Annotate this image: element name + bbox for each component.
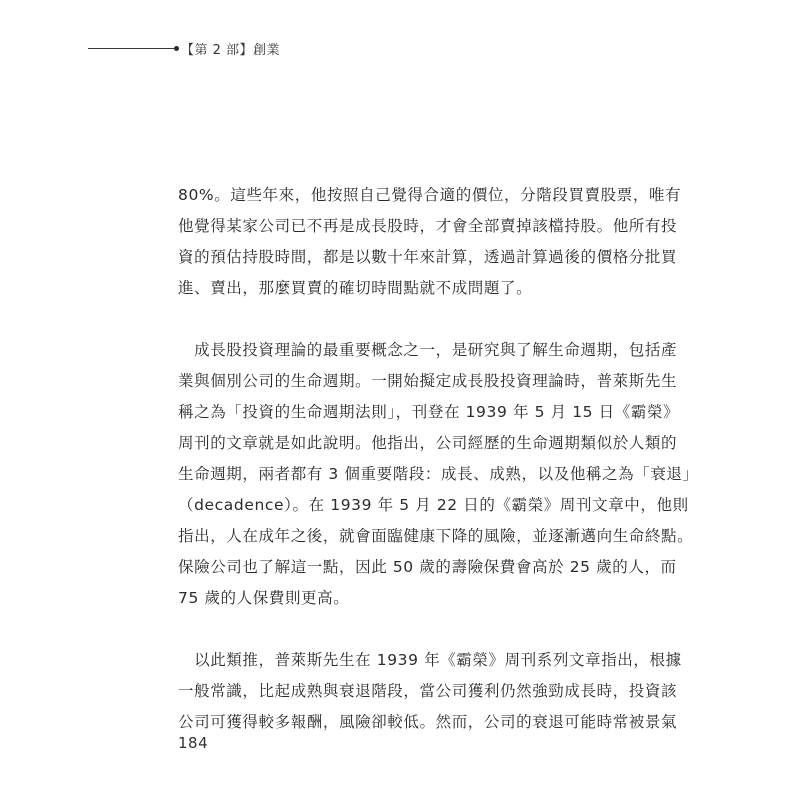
paragraph-3: [178, 645, 682, 738]
paragraph-2: [178, 335, 699, 614]
part-label: 【第 2 部】創業: [181, 42, 281, 58]
text-line: 進、賣出，那麼買賣的確切時間點就不成問題了。: [178, 279, 533, 297]
text-line: 業與個別公司的生命週期。一開始擬定成長股投資理論時，普萊斯先生: [178, 372, 678, 390]
text-line: 周刊的文章就是如此說明。他指出，公司經歷的生命週期類似於人類的: [178, 434, 678, 452]
paragraph-gap: [178, 304, 624, 335]
running-header: [88, 38, 280, 58]
paragraph-gap: [178, 614, 624, 645]
text-line: 指出，人在成年之後，就會面臨健康下降的風險，並逐漸邁向生命終點。: [178, 527, 694, 545]
text-line: 一般常識，比起成熟與衰退階段，當公司獲利仍然強勁成長時，投資該: [178, 682, 678, 700]
text-line: 保險公司也了解這一點，因此 50 歲的壽險保費會高於 25 歲的人，而: [178, 558, 677, 576]
text-line: 生命週期，兩者都有 3 個重要階段：成長、成熟，以及他稱之為「衰退」: [178, 465, 699, 483]
text-line: 75 歲的人保費則更高。: [178, 589, 350, 607]
header-rule: [88, 48, 174, 49]
text-line: 公司可獲得較多報酬，風險卻較低。然而，公司的衰退可能時常被景氣: [178, 713, 678, 731]
text-line: 80%。這些年來，他按照自己覺得合適的價位，分階段買賣股票，唯有: [178, 186, 682, 204]
body-text: [178, 180, 699, 738]
header-dot-icon: [174, 46, 179, 51]
text-line: 以此類推，普萊斯先生在 1939 年《霸榮》周刊系列文章指出，根據: [178, 651, 682, 669]
text-line: 資的預估持股時間，都是以數十年來計算，透過計算過後的價格分批買: [178, 248, 678, 266]
text-line: 成長股投資理論的最重要概念之一，是研究與了解生命週期，包括產: [178, 341, 678, 359]
text-line: 稱之為「投資的生命週期法則」，刊登在 1939 年 5 月 15 日《霸榮》: [178, 403, 680, 421]
paragraph-1: [178, 180, 682, 304]
text-line: 他覺得某家公司已不再是成長股時，才會全部賣掉該檔持股。他所有投: [178, 217, 678, 235]
text-line: （decadence）。在 1939 年 5 月 22 日的《霸榮》周刊文章中，他則: [178, 496, 689, 514]
page-number: 184: [178, 734, 209, 752]
